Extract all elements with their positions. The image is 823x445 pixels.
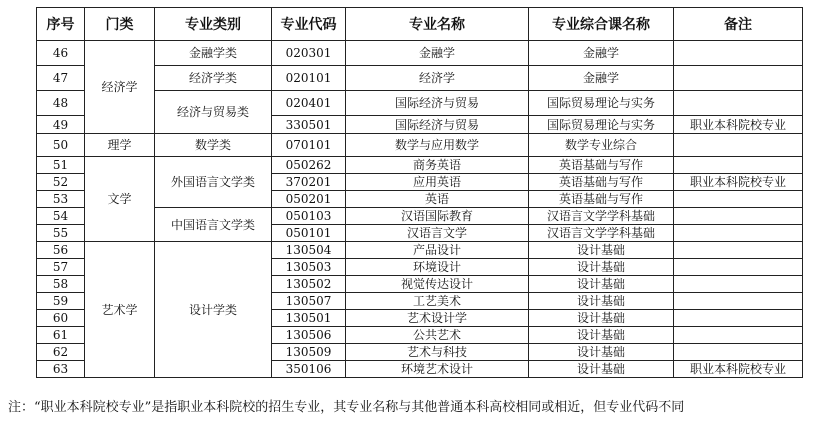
cell-course-name: 金融学 [529, 66, 674, 91]
header-major-code: 专业代码 [272, 8, 346, 41]
cell-major-name: 国际经济与贸易 [346, 91, 529, 116]
cell-major-code: 350106 [272, 361, 346, 378]
cell-remark: 职业本科院校专业 [674, 174, 803, 191]
cell-major-name: 公共艺术 [346, 327, 529, 344]
cell-major-class-merged: 经济与贸易类 [155, 91, 272, 134]
cell-major-name: 艺术与科技 [346, 344, 529, 361]
cell-seq: 53 [37, 191, 85, 208]
header-major-class: 专业类别 [155, 8, 272, 41]
cell-course-name: 英语基础与写作 [529, 174, 674, 191]
cell-course-name: 英语基础与写作 [529, 157, 674, 174]
cell-major-code: 130503 [272, 259, 346, 276]
cell-major-code: 130501 [272, 310, 346, 327]
cell-remark [674, 293, 803, 310]
cell-major-name: 商务英语 [346, 157, 529, 174]
cell-remark: 职业本科院校专业 [674, 116, 803, 134]
cell-course-name: 设计基础 [529, 327, 674, 344]
table-row [37, 242, 803, 259]
cell-course-name: 设计基础 [529, 293, 674, 310]
cell-seq: 50 [37, 134, 85, 157]
cell-course-name: 英语基础与写作 [529, 191, 674, 208]
cell-category-merged: 经济学 [85, 41, 155, 134]
table-row [37, 41, 803, 66]
header-category: 门类 [85, 8, 155, 41]
cell-course-name: 设计基础 [529, 242, 674, 259]
cell-major-code: 130509 [272, 344, 346, 361]
cell-major-name: 应用英语 [346, 174, 529, 191]
cell-major-class-merged: 外国语言文学类 [155, 157, 272, 208]
cell-seq: 58 [37, 276, 85, 293]
table-row [37, 157, 803, 174]
cell-remark [674, 225, 803, 242]
header-course-name: 专业综合课名称 [529, 8, 674, 41]
cell-seq: 62 [37, 344, 85, 361]
cell-course-name: 设计基础 [529, 276, 674, 293]
cell-course-name: 设计基础 [529, 259, 674, 276]
major-table [36, 7, 803, 378]
cell-major-name: 国际经济与贸易 [346, 116, 529, 134]
cell-major-code: 370201 [272, 174, 346, 191]
cell-remark [674, 41, 803, 66]
cell-major-name: 英语 [346, 191, 529, 208]
cell-seq: 60 [37, 310, 85, 327]
cell-major-code: 330501 [272, 116, 346, 134]
cell-major-code: 130502 [272, 276, 346, 293]
cell-seq: 52 [37, 174, 85, 191]
cell-major-code: 050103 [272, 208, 346, 225]
header-seq: 序号 [37, 8, 85, 41]
header-row [37, 8, 803, 41]
cell-major-code: 050101 [272, 225, 346, 242]
cell-course-name: 国际贸易理论与实务 [529, 116, 674, 134]
cell-major-name: 视觉传达设计 [346, 276, 529, 293]
cell-course-name: 汉语言文学学科基础 [529, 225, 674, 242]
cell-seq: 48 [37, 91, 85, 116]
cell-remark [674, 191, 803, 208]
cell-course-name: 设计基础 [529, 344, 674, 361]
header-remark: 备注 [674, 8, 803, 41]
cell-course-name: 金融学 [529, 41, 674, 66]
cell-remark [674, 91, 803, 116]
cell-seq: 57 [37, 259, 85, 276]
cell-seq: 46 [37, 41, 85, 66]
header-major-name: 专业名称 [346, 8, 529, 41]
cell-course-name: 数学专业综合 [529, 134, 674, 157]
cell-major-name: 艺术设计学 [346, 310, 529, 327]
cell-major-name: 环境设计 [346, 259, 529, 276]
cell-seq: 61 [37, 327, 85, 344]
cell-remark [674, 276, 803, 293]
cell-major-name: 工艺美术 [346, 293, 529, 310]
cell-major-code: 020401 [272, 91, 346, 116]
cell-seq: 54 [37, 208, 85, 225]
cell-remark [674, 242, 803, 259]
cell-major-class: 数学类 [155, 134, 272, 157]
cell-major-code: 070101 [272, 134, 346, 157]
cell-remark [674, 327, 803, 344]
cell-major-name: 汉语国际教育 [346, 208, 529, 225]
cell-seq: 59 [37, 293, 85, 310]
cell-major-code: 130507 [272, 293, 346, 310]
cell-major-code: 050262 [272, 157, 346, 174]
cell-major-name: 数学与应用数学 [346, 134, 529, 157]
cell-major-name: 汉语言文学 [346, 225, 529, 242]
cell-seq: 56 [37, 242, 85, 259]
cell-course-name: 设计基础 [529, 361, 674, 378]
cell-major-code: 020101 [272, 66, 346, 91]
cell-seq: 49 [37, 116, 85, 134]
cell-major-class-merged: 中国语言文学类 [155, 208, 272, 242]
cell-major-class: 经济学类 [155, 66, 272, 91]
cell-remark [674, 157, 803, 174]
cell-major-code: 050201 [272, 191, 346, 208]
cell-remark [674, 134, 803, 157]
cell-seq: 51 [37, 157, 85, 174]
cell-remark [674, 344, 803, 361]
cell-category-merged: 文学 [85, 157, 155, 242]
cell-seq: 55 [37, 225, 85, 242]
cell-major-name: 经济学 [346, 66, 529, 91]
cell-major-class: 金融学类 [155, 41, 272, 66]
table-row [37, 134, 803, 157]
cell-remark [674, 310, 803, 327]
cell-remark [674, 259, 803, 276]
cell-major-class-merged: 设计学类 [155, 242, 272, 378]
cell-remark [674, 208, 803, 225]
cell-major-name: 产品设计 [346, 242, 529, 259]
cell-major-code: 020301 [272, 41, 346, 66]
footnote: 注：“职业本科院校专业”是指职业本科院校的招生专业，其专业名称与其他普通本科高校相同或相近，但专业代码不同 [8, 400, 685, 415]
cell-seq: 63 [37, 361, 85, 378]
cell-remark: 职业本科院校专业 [674, 361, 803, 378]
cell-major-code: 130504 [272, 242, 346, 259]
cell-seq: 47 [37, 66, 85, 91]
cell-category-merged: 艺术学 [85, 242, 155, 378]
cell-course-name: 设计基础 [529, 310, 674, 327]
cell-major-name: 金融学 [346, 41, 529, 66]
cell-remark [674, 66, 803, 91]
cell-course-name: 汉语言文学学科基础 [529, 208, 674, 225]
cell-major-code: 130506 [272, 327, 346, 344]
cell-course-name: 国际贸易理论与实务 [529, 91, 674, 116]
cell-major-name: 环境艺术设计 [346, 361, 529, 378]
cell-category: 理学 [85, 134, 155, 157]
